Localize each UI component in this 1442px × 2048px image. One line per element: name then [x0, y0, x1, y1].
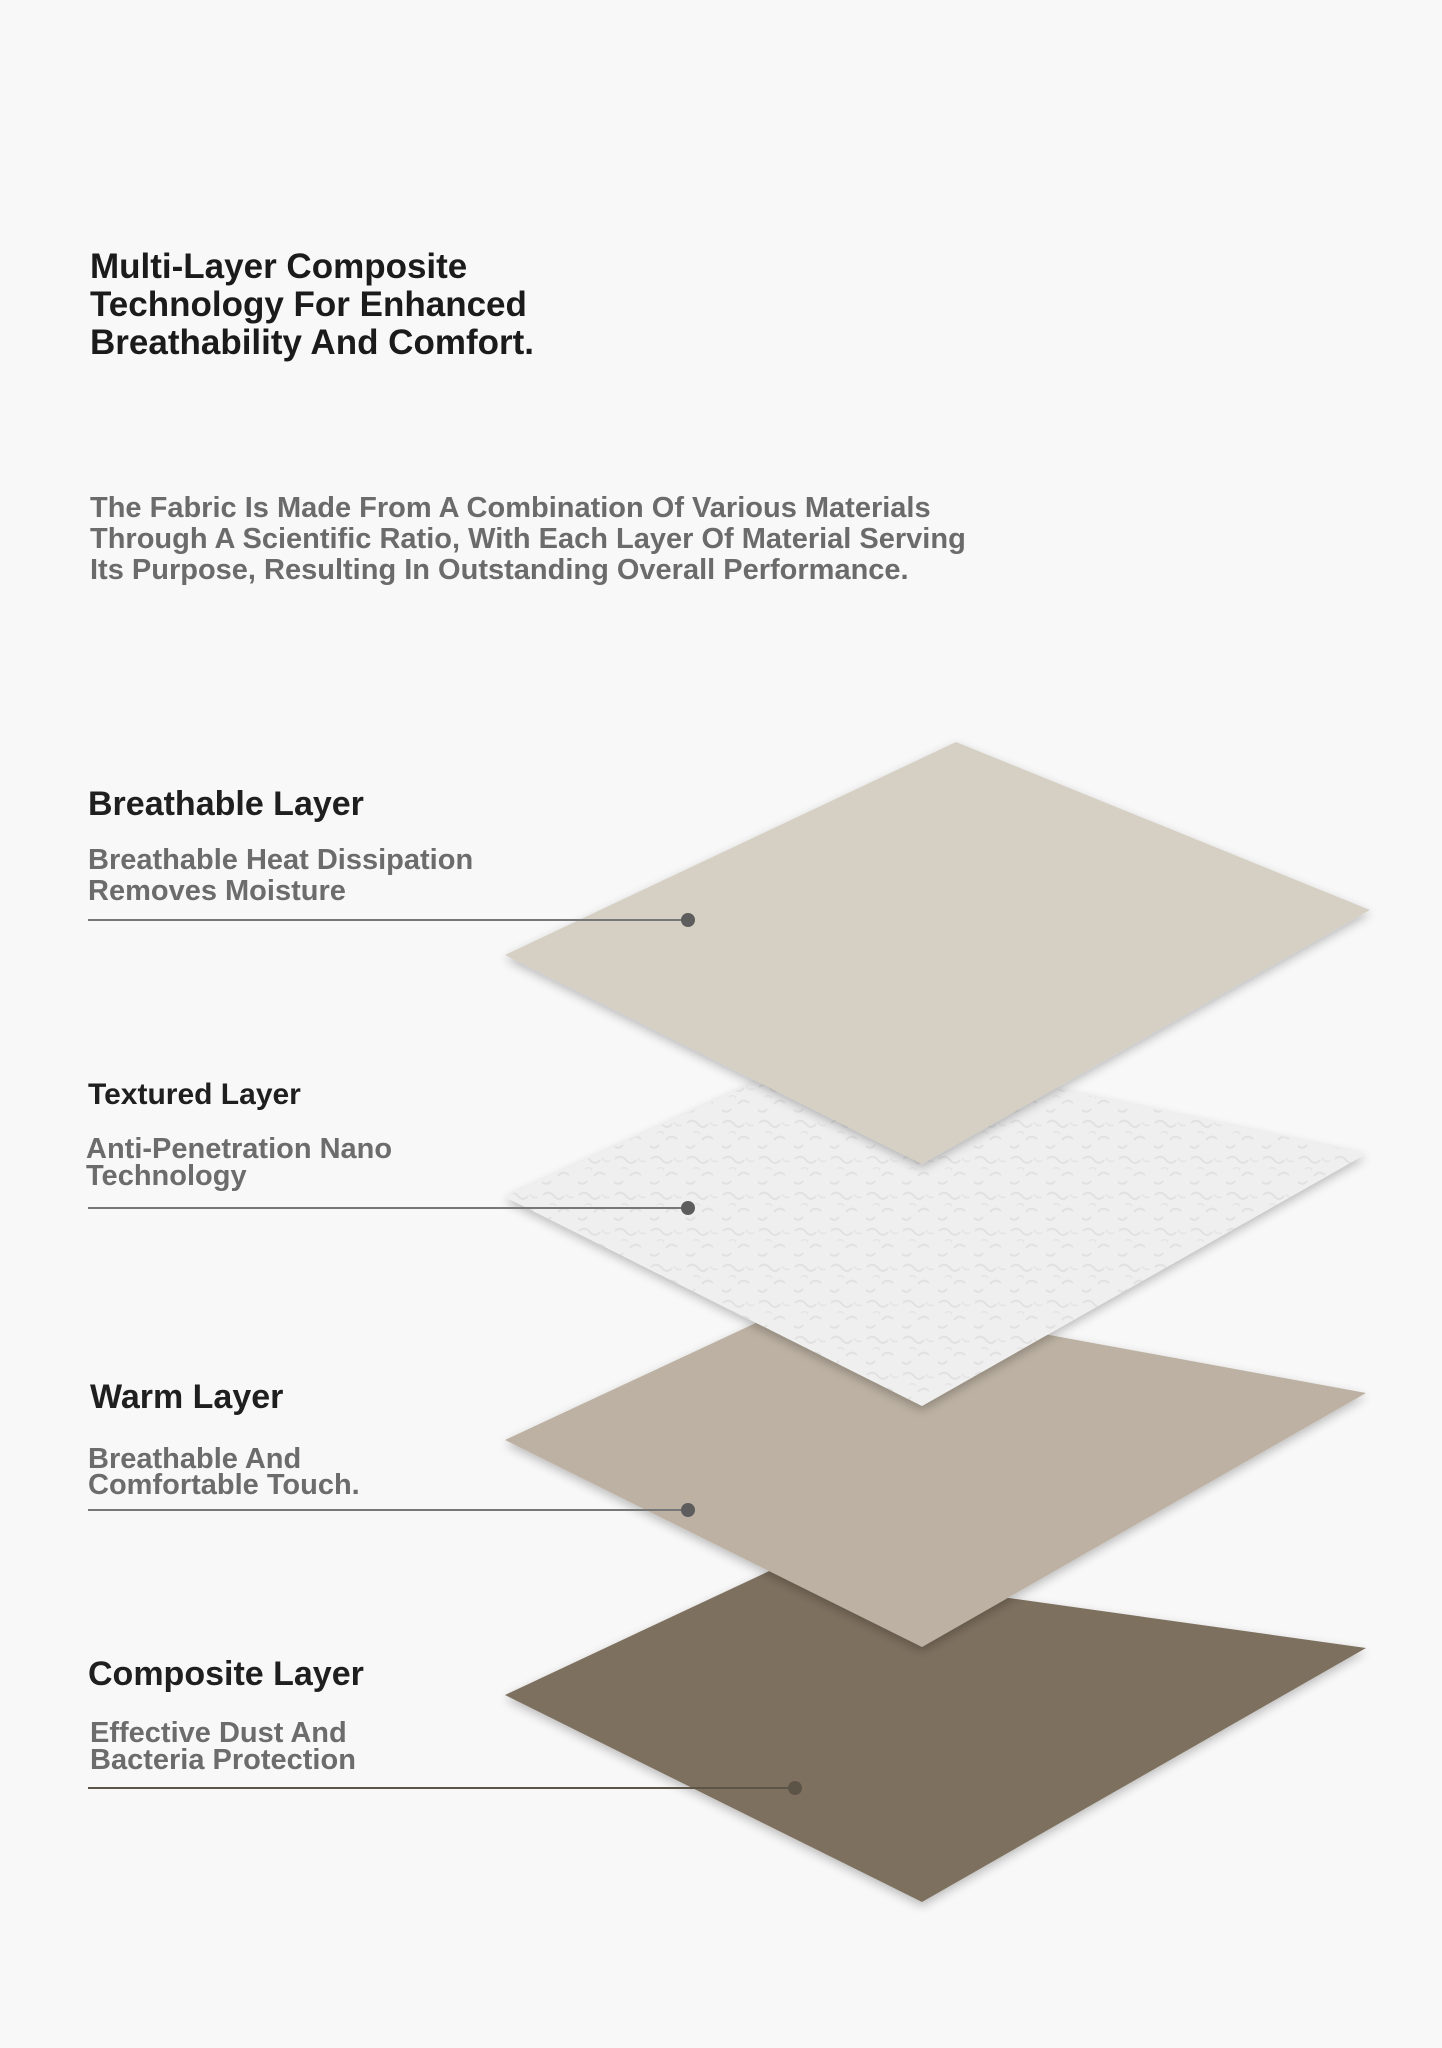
- warm-layer-title: Warm Layer: [90, 1378, 284, 1416]
- warm-layer-sheet: [505, 1293, 1366, 1647]
- composite-leader-dot: [788, 1781, 802, 1795]
- textured-layer-description: Anti-Penetration Nano Technology: [86, 1133, 393, 1192]
- page-title: Multi-Layer Composite Technology For Enhanced Breathability And Comfort.: [90, 247, 534, 362]
- breathable-layer-sheet: [505, 742, 1370, 1164]
- breathable-layer-description: Breathable Heat Dissipation Removes Moisture: [88, 844, 474, 907]
- composite-layer-description: Effective Dust And Bacteria Protection: [90, 1717, 356, 1776]
- textured-layer-sheet: [505, 1043, 1366, 1406]
- intro-paragraph: The Fabric Is Made From A Combination Of Various Materials Through A Scientific Ratio, With Each Layer Of Material Serving Its Purpose, Resulting In Outstanding Overall Performance.: [90, 492, 966, 586]
- textured-layer-title: Textured Layer: [88, 1078, 301, 1111]
- composite-layer-sheet: [505, 1566, 1366, 1902]
- breathable-leader-dot: [681, 913, 695, 927]
- textured-leader-dot: [681, 1201, 695, 1215]
- warm-leader-dot: [681, 1503, 695, 1517]
- composite-layer-title: Composite Layer: [88, 1655, 364, 1693]
- breathable-layer-title: Breathable Layer: [88, 785, 364, 823]
- warm-layer-description: Breathable And Comfortable Touch.: [88, 1443, 360, 1501]
